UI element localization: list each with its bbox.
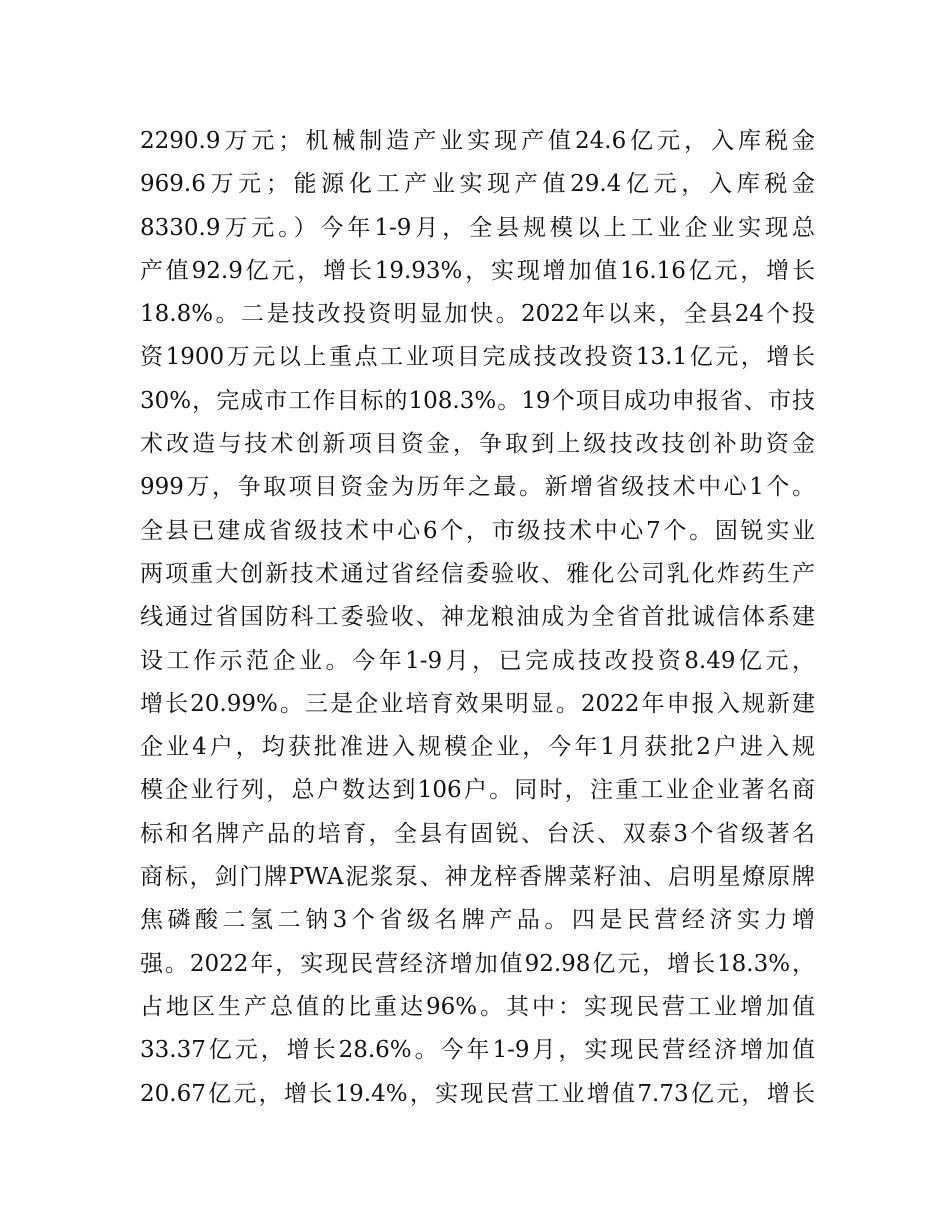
text-line-23: 20.67亿元，增长19.4%，实现民营工业增值7.73亿元，增长 (140, 1080, 815, 1107)
text-line-1: 2290.9万元；机械制造产业实现产值24.6亿元，入库税金 (140, 128, 815, 154)
text-line-9: 999万，争取项目资金为历年之最。新增省级技术中心1个。 (140, 474, 815, 501)
body-text (140, 120, 815, 1116)
text-line-20: 强。2022年，实现民营经济增加值92.98亿元，增长18.3%， (140, 950, 815, 977)
text-line-10: 全县已建成省级技术中心6个，市级技术中心7个。固锐实业 (140, 517, 815, 544)
text-line-17: 标和名牌产品的培育，全县有固锐、台沃、双泰3个省级著名 (140, 820, 815, 847)
text-line-19: 焦磷酸二氢二钠3个省级名牌产品。四是民营经济实力增 (140, 907, 815, 934)
text-line-4: 产值92.9亿元，增长19.93%，实现增加值16.16亿元，增长 (140, 257, 815, 284)
text-line-2: 969.6万元；能源化工产业实现产值29.4亿元，入库税金 (140, 171, 815, 198)
text-line-11: 两项重大创新技术通过省经信委验收、雅化公司乳化炸药生产 (140, 560, 815, 587)
text-line-21: 占地区生产总值的比重达96%。其中：实现民营工业增加值 (140, 993, 815, 1020)
text-line-14: 增长20.99%。三是企业培育效果明显。2022年申报入规新建 (140, 690, 815, 717)
text-line-16: 模企业行列，总户数达到106户。同时，注重工业企业著名商 (140, 777, 815, 804)
text-line-7: 30%，完成市工作目标的108.3%。19个项目成功申报省、市技 (140, 387, 815, 414)
text-line-13: 设工作示范企业。今年1-9月，已完成技改投资8.49亿元， (140, 647, 815, 674)
text-line-3: 8330.9万元。）今年1-9月，全县规模以上工业企业实现总 (140, 214, 815, 241)
text-line-12: 线通过省国防科工委验收、神龙粮油成为全省首批诚信体系建 (140, 604, 815, 631)
text-line-18: 商标，剑门牌PWA泥浆泵、神龙梓香牌菜籽油、启明星燎原牌 (140, 864, 815, 891)
text-line-8: 术改造与技术创新项目资金，争取到上级技改技创补助资金 (140, 431, 815, 458)
text-line-5: 18.8%。二是技改投资明显加快。2022年以来，全县24个投 (140, 301, 815, 328)
text-line-15: 企业4户，均获批准进入规模企业，今年1月获批2户进入规 (140, 734, 815, 761)
text-line-6: 资1900万元以上重点工业项目完成技改投资13.1亿元，增长 (140, 344, 815, 371)
text-line-22: 33.37亿元，增长28.6%。今年1-9月，实现民营经济增加值 (140, 1037, 815, 1064)
